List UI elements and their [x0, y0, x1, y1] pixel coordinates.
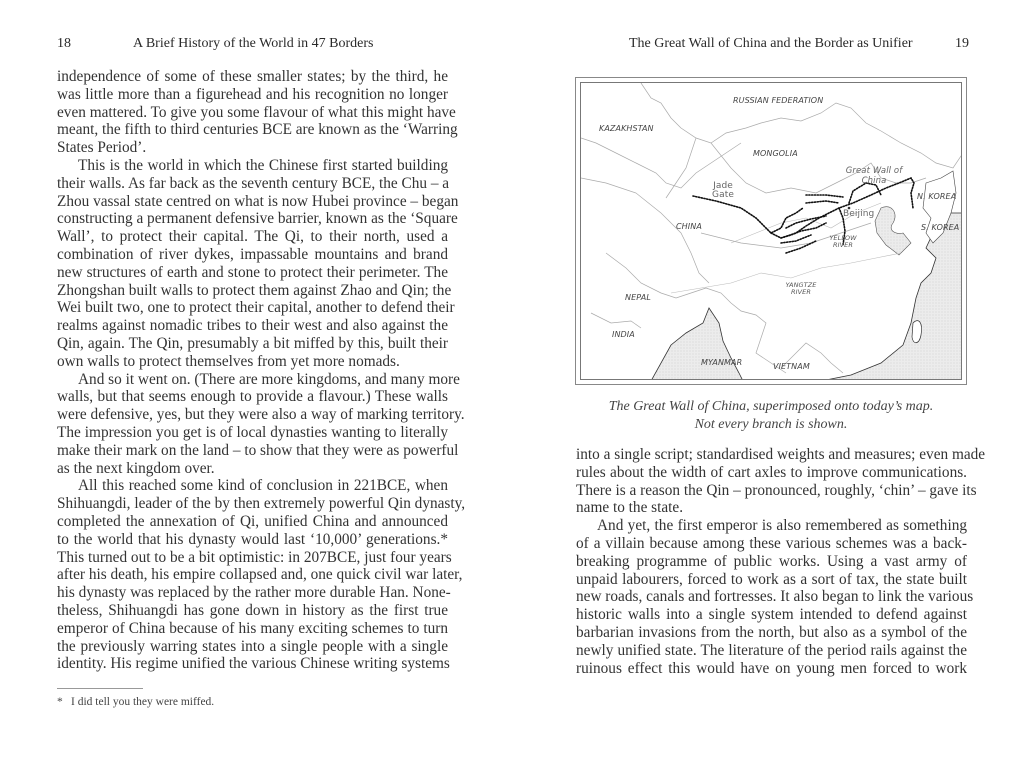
text-line: make their mark on the land – to show that they were as powerful — [57, 441, 459, 459]
text-line: This is the world in which the Chinese first started building — [78, 156, 448, 174]
text-line: Shihuangdi, leader of the by then extremely powerful Qin dynasty, — [57, 495, 466, 513]
footnote — [57, 696, 214, 708]
map-label-china: CHINA — [676, 222, 702, 231]
text-line: States Period’. — [57, 139, 147, 157]
map-label-jade-gate: Jade Gate — [712, 181, 734, 200]
text-line: emperor of China because of his many exciting schemes to turn — [57, 619, 448, 637]
text-line: into a single script; standardised weights and measures; even made — [576, 446, 986, 463]
footnote-marker: * — [57, 696, 63, 708]
text-line: And yet, the first emperor is also remembered as something — [597, 517, 967, 535]
map-caption — [575, 398, 967, 434]
footnote-rule — [57, 688, 143, 689]
text-line: name to the state. — [576, 499, 684, 517]
text-line: after his death, his empire collapsed and, one quick civil war later, — [57, 566, 463, 584]
left-body-text — [57, 68, 466, 673]
text-line: Zhongshan built walls to protect them against Zhao and Qin; the — [57, 281, 452, 299]
map-label-great-wall: Great Wall of China — [845, 166, 903, 186]
text-line: constructing a permanent defensive barrier, known as the ‘Square — [57, 210, 458, 228]
map-label-russian-federation: RUSSIAN FEDERATION — [733, 96, 824, 105]
map-label-myanmar: MYANMAR — [701, 358, 743, 367]
text-line: realms against nomadic tribes to their west and also against the — [57, 317, 448, 335]
text-line: walls, but that seems enough to provide a flavour.) These walls — [57, 388, 448, 406]
map-label-yellow-river: YELLOW RIVER — [829, 234, 857, 249]
text-line: Wei built two, one to protect their capital, another to defend their — [57, 299, 455, 317]
map-label-india: INDIA — [612, 330, 635, 339]
map-label-nepal: NEPAL — [625, 293, 651, 302]
text-line: even mattered. To give you some flavour of what this might have — [57, 103, 456, 121]
text-line: ruinous effect this would have on young men forced to work — [576, 659, 967, 677]
running-head-right: The Great Wall of China and the Border as Unifier — [629, 36, 913, 51]
running-head-left: A Brief History of the World in 47 Borders — [133, 36, 374, 51]
map-label-yangtze-river: YANGTZE RIVER — [785, 281, 817, 296]
text-line: the previously warring states into a single people with a single — [57, 637, 448, 655]
text-line: This turned out to be a bit optimistic: in 207BCE, just four years — [57, 548, 452, 566]
text-line: The impression you get is of local dynasties wanting to literally — [57, 423, 448, 441]
page-number-right: 19 — [955, 36, 969, 51]
text-line: new structures of earth and stone to protect their perimeter. The — [57, 263, 448, 281]
map-label-north-korea: N. KOREA — [917, 192, 957, 201]
map-area — [580, 82, 962, 380]
text-line: their walls. As far back as the seventh century BCE, the Chu – a — [57, 174, 450, 192]
text-line: identity. His regime unified the various Chinese writing systems — [57, 655, 450, 673]
text-line: own walls to protect themselves from yet more nomads. — [57, 352, 400, 370]
text-line: unpaid labourers, forced to work as a sort of tax, the state built — [576, 570, 967, 588]
text-line: was little more than a figurehead and his recognition no longer — [57, 85, 448, 103]
text-line: to the world that his dynasty would last ‘10,000’ generations.* — [57, 530, 448, 548]
text-line: rules about the width of cart axles to improve communications. — [576, 463, 967, 481]
map-label-kazakhstan: KAZAKHSTAN — [599, 124, 654, 133]
text-line: There is a reason the Qin – pronounced, roughly, ‘chin’ – gave its — [576, 481, 977, 499]
text-line: were defensive, yes, but they were also a way of marking territory. — [57, 406, 465, 424]
text-line: Wall’, to protect their capital. The Qi, to their north, used a — [57, 228, 448, 246]
text-line: his dynasty was replaced by the rather more durable Han. None- — [57, 584, 451, 602]
caption-line-2: Not every branch is shown. — [694, 417, 848, 432]
map-label-beijing: Beijing — [843, 209, 875, 219]
text-line: And so it went on. (There are more kingdoms, and many more — [78, 370, 460, 388]
right-body-text — [576, 446, 986, 677]
text-line: meant, the fifth to third centuries BCE are known as the ‘Warring — [57, 121, 458, 139]
text-line: as the next kingdom over. — [57, 459, 215, 477]
text-line: breaking programme of public works. Using a vast army of — [576, 552, 967, 570]
caption-line-1: The Great Wall of China, superimposed onto today’s map. — [608, 399, 934, 414]
map-label-south-korea: S. KOREA — [921, 223, 960, 232]
text-line: new roads, canals and fortresses. It also began to link the various — [576, 588, 974, 606]
text-line: theless, Shihuangdi has gone down in history as the first true — [57, 601, 448, 619]
text-line: newly unified state. The literature of the period rails against the — [576, 641, 967, 659]
map-label-vietnam: VIETNAM — [773, 362, 810, 371]
page-number-left: 18 — [57, 36, 71, 51]
footnote-text: I did tell you they were miffed. — [71, 696, 215, 708]
text-line: All this reached some kind of conclusion in 221BCE, when — [78, 477, 448, 495]
map-figure — [575, 77, 967, 385]
text-line: independence of some of these smaller states; by the third, he — [57, 68, 448, 85]
text-line: Zhou vassal state centred on what is now Hubei province – began — [57, 192, 459, 210]
text-line: combination of river dykes, impassable mountains and brand — [57, 245, 448, 263]
text-line: of a villain because among these various schemes was a back- — [576, 534, 967, 552]
text-line: barbarian invasions from the north, but also as a symbol of the — [576, 623, 967, 641]
text-line: Qin, again. The Qin, presumably a bit miffed by this, built their — [57, 334, 448, 352]
text-line: completed the annexation of Qi, unified China and announced — [57, 512, 448, 530]
map-label-mongolia: MONGOLIA — [753, 149, 798, 158]
text-line: historic walls into a single system intended to defend against — [576, 606, 967, 624]
